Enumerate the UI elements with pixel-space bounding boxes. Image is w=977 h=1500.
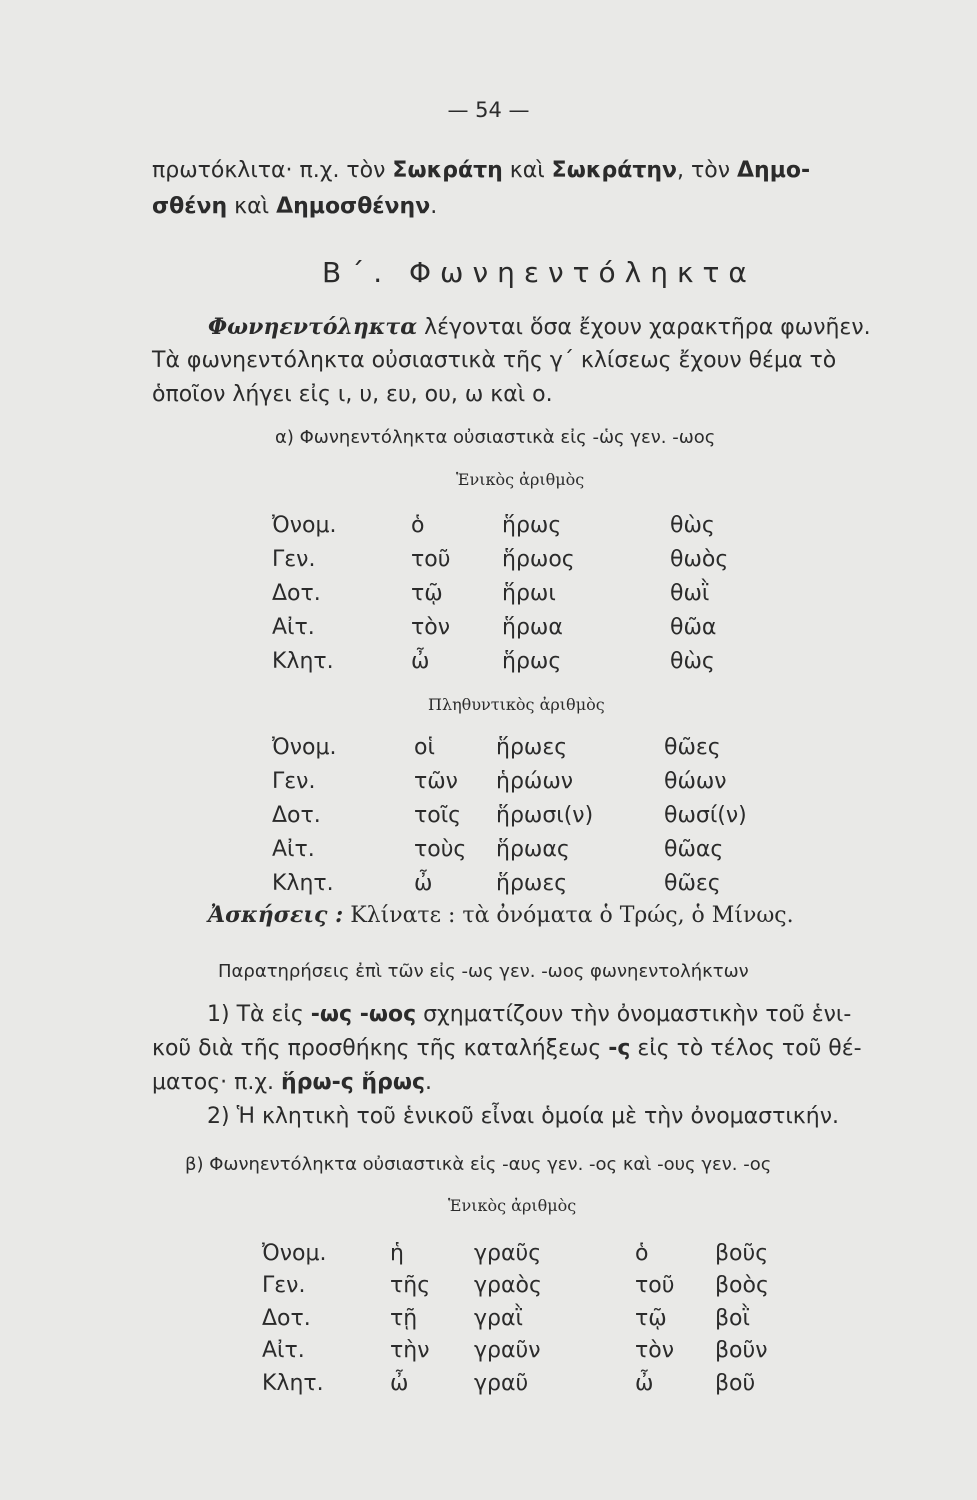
declension-form: θῶες bbox=[664, 870, 721, 896]
intro-text: , τὸν bbox=[677, 158, 737, 183]
declension-table-b bbox=[262, 1237, 815, 1400]
table-row bbox=[272, 542, 790, 576]
intro-text: πρωτόκλιτα· π.χ. τὸν bbox=[152, 158, 393, 183]
intro-line-2 bbox=[152, 192, 437, 222]
declension-form: τοῖς bbox=[414, 802, 462, 828]
definition-text: λέγονται ὅσα ἔχουν χαρακτῆρα φωνῆεν. bbox=[417, 315, 871, 340]
declension-form: θώων bbox=[664, 768, 727, 794]
declension-form: τοὺς bbox=[414, 836, 467, 862]
case-label: Γεν. bbox=[272, 768, 316, 794]
declension-form: ἥρωας bbox=[496, 836, 570, 862]
declension-form: γραῦς bbox=[474, 1240, 542, 1266]
case-label: Κλητ. bbox=[272, 870, 334, 896]
subsection-a-heading: α) Φωνηεντόληκτα οὐσιαστικὰ εἰς -ὡς γεν. -ωος bbox=[275, 427, 716, 448]
declension-table-singular bbox=[272, 508, 790, 678]
declension-form: ὁ bbox=[411, 512, 425, 538]
case-label: Ὀνομ. bbox=[262, 1240, 327, 1266]
exercises-line bbox=[208, 900, 794, 931]
page-number: — 54 — bbox=[447, 98, 530, 122]
declension-form: θῶες bbox=[664, 734, 721, 760]
declension-form: βοῦν bbox=[715, 1338, 768, 1364]
observation-bold-text: -ς bbox=[608, 1036, 631, 1061]
case-label: Αἰτ. bbox=[272, 614, 315, 640]
declension-form: θῶας bbox=[664, 836, 724, 862]
intro-line-1 bbox=[152, 156, 810, 186]
subsection-b-heading: β) Φωνηεντόληκτα οὐσιαστικὰ εἰς -αυς γεν. -ος καὶ -ους γεν. -ος bbox=[185, 1154, 772, 1175]
case-label: Ὀνομ. bbox=[272, 512, 337, 538]
declension-form: τῇ bbox=[390, 1305, 418, 1331]
observation-1-line-2 bbox=[152, 1034, 862, 1064]
table-row bbox=[272, 508, 790, 542]
case-label: Δοτ. bbox=[272, 802, 321, 828]
definition-line-1 bbox=[208, 312, 871, 343]
declension-form: βοῦ bbox=[715, 1370, 756, 1396]
declension-form: ἥρωι bbox=[502, 580, 556, 606]
intro-bold-word: σθένη bbox=[152, 194, 228, 219]
definition-term: Φωνηεντόληκτα bbox=[208, 314, 418, 340]
definition-line-2: Τὰ φωνηεντόληκτα οὐσιαστικὰ τῆς γ΄ κλίσεως ἔχουν θέμα τὸ bbox=[152, 348, 837, 373]
observation-2: 2) Ἡ κλητικὴ τοῦ ἑνικοῦ εἶναι ὁμοία μὲ τὴν ὀνομαστικήν. bbox=[207, 1104, 839, 1129]
declension-form: βοῒ bbox=[715, 1305, 750, 1331]
declension-form: τὸν bbox=[411, 614, 450, 640]
observation-text: σχηματίζουν τὴν ὀνομαστικὴν τοῦ ἑνι- bbox=[416, 1002, 852, 1027]
case-label: Γεν. bbox=[272, 546, 316, 572]
definition-line-3: ὁποῖον λήγει εἰς ι, υ, ευ, ου, ω καὶ ο. bbox=[152, 382, 553, 407]
declension-form: γραῒ bbox=[474, 1305, 523, 1331]
observation-text: . bbox=[424, 1070, 432, 1095]
declension-form: τῆς bbox=[390, 1273, 431, 1299]
section-title: Β΄. Φωνηεντόληκτα bbox=[322, 256, 756, 289]
case-label: Γεν. bbox=[262, 1273, 306, 1299]
declension-form: θὼς bbox=[670, 512, 715, 538]
declension-table-plural bbox=[272, 730, 804, 900]
declension-form: θωσί(ν) bbox=[664, 802, 747, 828]
observation-bold-text: -ως -ωος bbox=[310, 1002, 417, 1027]
intro-bold-word: Δημοσθένην bbox=[276, 194, 431, 219]
observation-1-line-3 bbox=[152, 1068, 432, 1098]
declension-form: θωῒ bbox=[670, 580, 710, 606]
table-row bbox=[262, 1270, 815, 1303]
declension-form: τὸν bbox=[635, 1338, 674, 1364]
declension-form: τοῦ bbox=[411, 546, 451, 572]
declension-form: ἥρως bbox=[502, 648, 562, 674]
intro-bold-word: Δημο- bbox=[737, 158, 811, 183]
table-row bbox=[262, 1302, 815, 1335]
declension-form: γραῦν bbox=[474, 1338, 541, 1364]
table-row bbox=[272, 610, 790, 644]
observations-heading: Παρατηρήσεις ἐπὶ τῶν εἰς -ως γεν. -ωος φωνηεντολήκτων bbox=[218, 961, 749, 982]
table-row bbox=[272, 832, 804, 866]
table-row bbox=[262, 1335, 815, 1368]
exercises-text: Κλίνατε : τὰ ὀνόματα ὁ Τρώς, ὁ Μίνως. bbox=[343, 903, 794, 928]
declension-form: βοῦς bbox=[715, 1240, 769, 1266]
declension-form: οἱ bbox=[414, 734, 435, 760]
declension-form: θωὸς bbox=[670, 546, 729, 572]
declension-form: τοῦ bbox=[635, 1273, 675, 1299]
declension-form: βοὸς bbox=[715, 1273, 769, 1299]
declension-form: ἥρωα bbox=[502, 614, 563, 640]
observation-1-line-1 bbox=[207, 1000, 851, 1030]
declension-form: θῶα bbox=[670, 614, 717, 640]
declension-form: ἥρωσι(ν) bbox=[496, 802, 594, 828]
plural-label: Πληθυντικὸς ἀριθμὸς bbox=[428, 695, 605, 714]
exercises-label: Ἀσκήσεις : bbox=[208, 902, 344, 928]
declension-form: ἡ bbox=[390, 1240, 404, 1266]
case-label: Δοτ. bbox=[272, 580, 321, 606]
intro-text: καὶ bbox=[227, 194, 277, 219]
declension-form: ἥρωες bbox=[496, 734, 568, 760]
declension-form: γραὸς bbox=[474, 1273, 542, 1299]
table-row bbox=[272, 576, 790, 610]
declension-form: ὦ bbox=[411, 648, 430, 674]
declension-form: ὁ bbox=[635, 1240, 649, 1266]
intro-text: . bbox=[430, 194, 438, 219]
declension-form: ἡρώων bbox=[496, 768, 574, 794]
intro-bold-word: Σωκράτην bbox=[551, 158, 678, 183]
table-row bbox=[272, 730, 804, 764]
declension-form: τῷ bbox=[411, 580, 443, 606]
table-row bbox=[272, 798, 804, 832]
table-row bbox=[262, 1237, 815, 1270]
declension-form: ὦ bbox=[414, 870, 433, 896]
singular-label: Ἑνικὸς ἀριθμὸς bbox=[448, 1196, 577, 1215]
case-label: Ὀνομ. bbox=[272, 734, 337, 760]
observation-bold-text: ἥρω-ς ἥρως bbox=[281, 1070, 425, 1095]
observation-text: ματος· π.χ. bbox=[152, 1070, 282, 1095]
declension-form: ἥρως bbox=[502, 512, 562, 538]
observation-text: κοῦ διὰ τῆς προσθήκης τῆς καταλήξεως bbox=[152, 1036, 609, 1061]
case-label: Δοτ. bbox=[262, 1305, 311, 1331]
declension-form: ὦ bbox=[635, 1370, 654, 1396]
singular-label: Ἑνικὸς ἀριθμὸς bbox=[456, 470, 585, 489]
case-label: Αἰτ. bbox=[272, 836, 315, 862]
table-row bbox=[272, 644, 790, 678]
case-label: Κλητ. bbox=[272, 648, 334, 674]
declension-form: τῷ bbox=[635, 1305, 667, 1331]
intro-bold-word: Σωκράτη bbox=[392, 158, 503, 183]
declension-form: ἥρωες bbox=[496, 870, 568, 896]
case-label: Κλητ. bbox=[262, 1370, 324, 1396]
table-row bbox=[262, 1367, 815, 1400]
observation-text: εἰς τὸ τέλος τοῦ θέ- bbox=[630, 1036, 862, 1061]
observation-text: 1) Τὰ εἰς bbox=[207, 1002, 311, 1027]
table-row bbox=[272, 866, 804, 900]
table-row bbox=[272, 764, 804, 798]
declension-form: ἥρωος bbox=[502, 546, 575, 572]
declension-form: τῶν bbox=[414, 768, 458, 794]
declension-form: γραῦ bbox=[474, 1370, 529, 1396]
case-label: Αἰτ. bbox=[262, 1338, 305, 1364]
intro-text: καὶ bbox=[502, 158, 552, 183]
declension-form: τὴν bbox=[390, 1338, 430, 1364]
declension-form: ὦ bbox=[390, 1370, 409, 1396]
declension-form: θὼς bbox=[670, 648, 715, 674]
